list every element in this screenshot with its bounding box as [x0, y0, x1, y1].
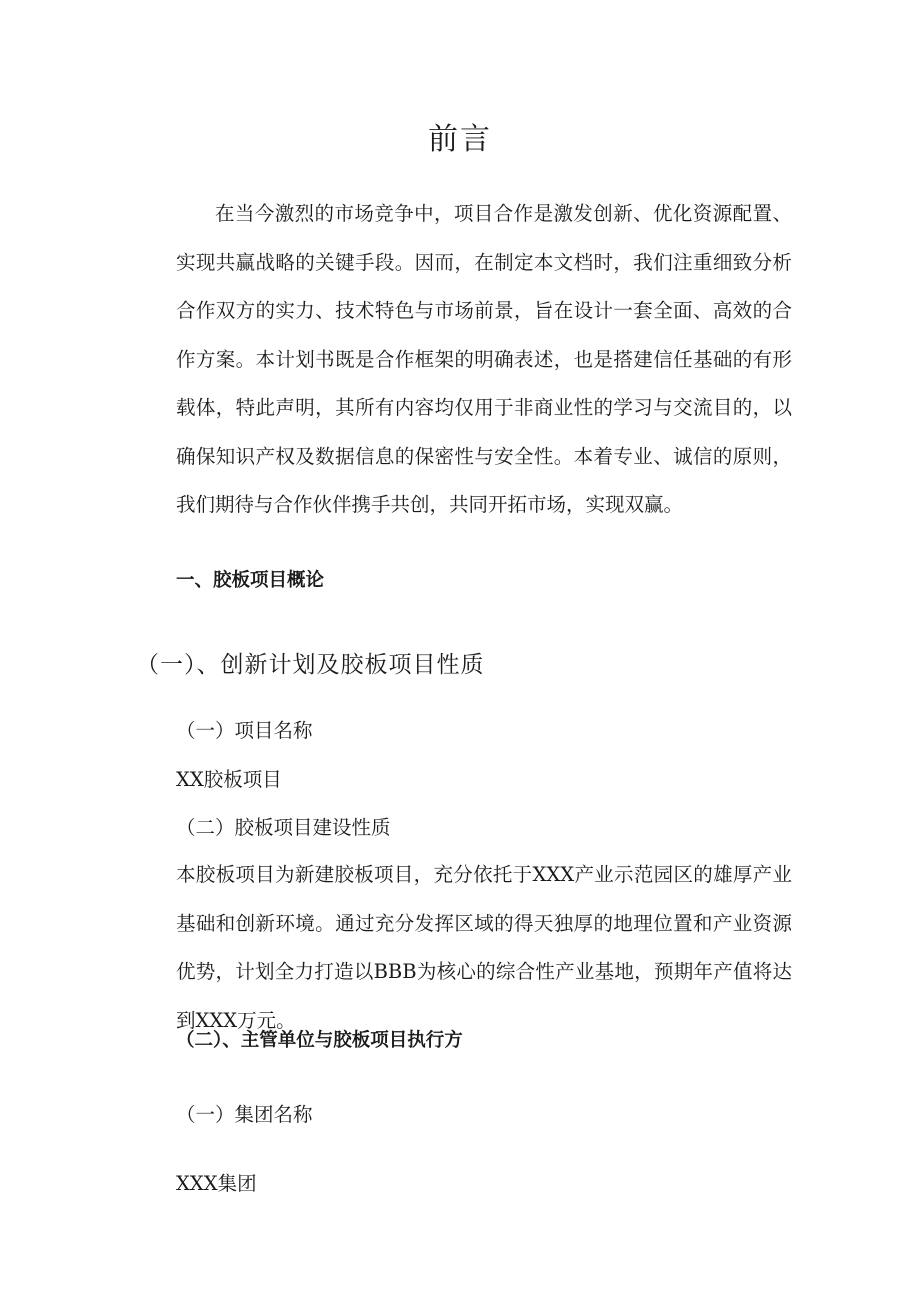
group-name-label: （一）集团名称	[176, 1103, 313, 1126]
project-name-value: XX胶板项目	[176, 768, 282, 791]
section-heading-1: 一、胶板项目概论	[176, 570, 325, 591]
group-name-value: XXX集团	[176, 1172, 257, 1195]
project-nature-paragraph	[176, 851, 792, 1045]
subsection-heading-1: （一）、创新计划及胶板项目性质	[136, 652, 485, 678]
project-nature-text: 本胶板项目为新建胶板项目，充分依托于XXX产业示范园区的雄厚产业基础和创新环境。通过充分发挥区域的得天独厚的地理位置和产业资源优势，计划全力打造以BBB为核心的综合性产业基地，预期年产值将达到XXX万元。	[176, 863, 792, 1032]
page-title: 前言	[428, 122, 492, 157]
preface-text: 在当今激烈的市场竞争中，项目合作是激发创新、优化资源配置、实现共赢战略的关键手段。因而，在制定本文档时，我们注重细致分析合作双方的实力、技术特色与市场前景，旨在设计一套全面、高效的合作方案。本计划书既是合作框架的明确表述，也是搭建信任基础的有形载体，特此声明，其所有内容均仅用于非商业性的学习与交流目的，以确保知识产权及数据信息的保密性与安全性。本着专业、诚信的原则，我们期待与合作伙伴携手共创，共同开拓市场，实现双赢。	[176, 202, 792, 516]
project-nature-label: （二）胶板项目建设性质	[176, 816, 391, 839]
project-name-label: （一）项目名称	[176, 719, 313, 742]
preface-paragraph	[176, 190, 792, 530]
subsection-heading-2: （二）、主管单位与胶板项目执行方	[176, 1030, 463, 1051]
